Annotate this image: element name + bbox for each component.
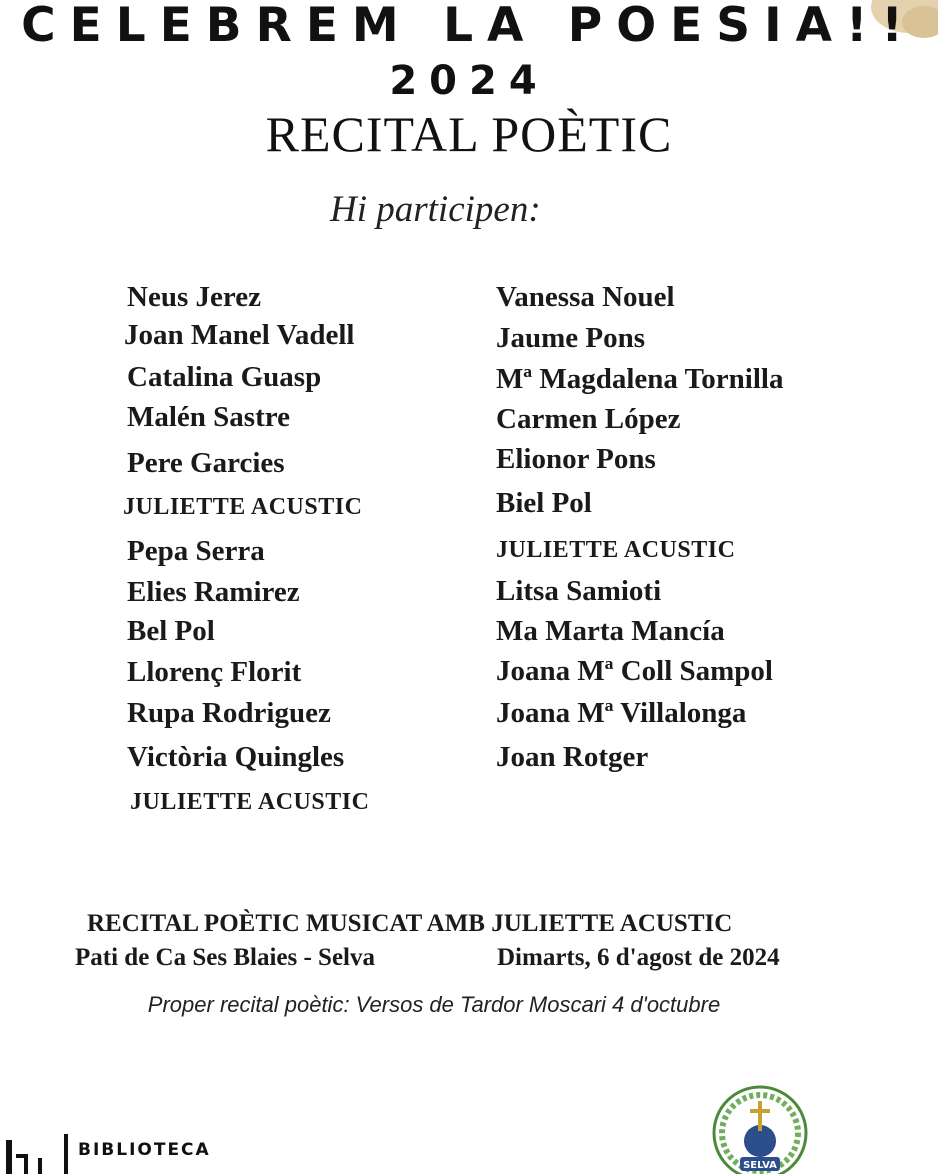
participant-name: Biel Pol (496, 487, 592, 519)
participant-name: Elies Ramirez (127, 576, 300, 608)
participant-name: Pepa Serra (127, 535, 265, 567)
participant-name: Pere Garcies (127, 447, 285, 479)
selva-seal-icon (710, 1085, 810, 1174)
participant-name: Joana Mª Villalonga (496, 697, 747, 729)
svg-text:SELVA: SELVA (743, 1160, 777, 1171)
participant-name: Bel Pol (127, 615, 215, 647)
event-date: Dimarts, 6 d'agost de 2024 (497, 944, 780, 971)
participant-name: Catalina Guasp (127, 361, 322, 393)
library-logo-icon (4, 1130, 70, 1174)
participant-name: Carmen López (496, 403, 681, 435)
participant-name: Vanessa Nouel (496, 281, 675, 313)
participant-name: Rupa Rodriguez (127, 697, 331, 729)
library-name: BIBLIOTECA (78, 1140, 211, 1160)
participant-name: Joana Mª Coll Sampol (496, 655, 773, 687)
participant-name: Joan Rotger (496, 741, 649, 773)
poster-subtitle: RECITAL POÈTIC (265, 106, 673, 162)
participant-musician: JULIETTE ACUSTIC (123, 494, 363, 520)
participant-name: Neus Jerez (127, 281, 261, 313)
participant-name: Litsa Samioti (496, 575, 662, 607)
participant-name: Malén Sastre (127, 401, 290, 433)
participant-name: Victòria Quingles (127, 741, 345, 773)
participant-name: Joan Manel Vadell (124, 319, 355, 351)
participant-name: Jaume Pons (496, 322, 646, 354)
participant-musician: JULIETTE ACUSTIC (496, 537, 736, 563)
participant-musician: JULIETTE ACUSTIC (130, 789, 370, 815)
poster-year: 2024 (389, 58, 549, 104)
upcoming-recital: Proper recital poètic: Versos de Tardor Moscari 4 d'octubre (147, 992, 721, 1017)
event-venue: Pati de Ca Ses Blaies - Selva (75, 944, 375, 971)
participant-name: Ma Marta Mancía (496, 615, 725, 647)
participant-name: Mª Magdalena Tornilla (496, 363, 784, 395)
participant-name: Llorenç Florit (127, 656, 302, 688)
participants-intro: Hi participen: (330, 189, 541, 230)
poster-headline: CELEBREM LA POESIA!! (21, 0, 917, 53)
participant-name: Elionor Pons (496, 443, 656, 475)
event-title: RECITAL POÈTIC MUSICAT AMB JULIETTE ACUSTIC (87, 910, 733, 937)
